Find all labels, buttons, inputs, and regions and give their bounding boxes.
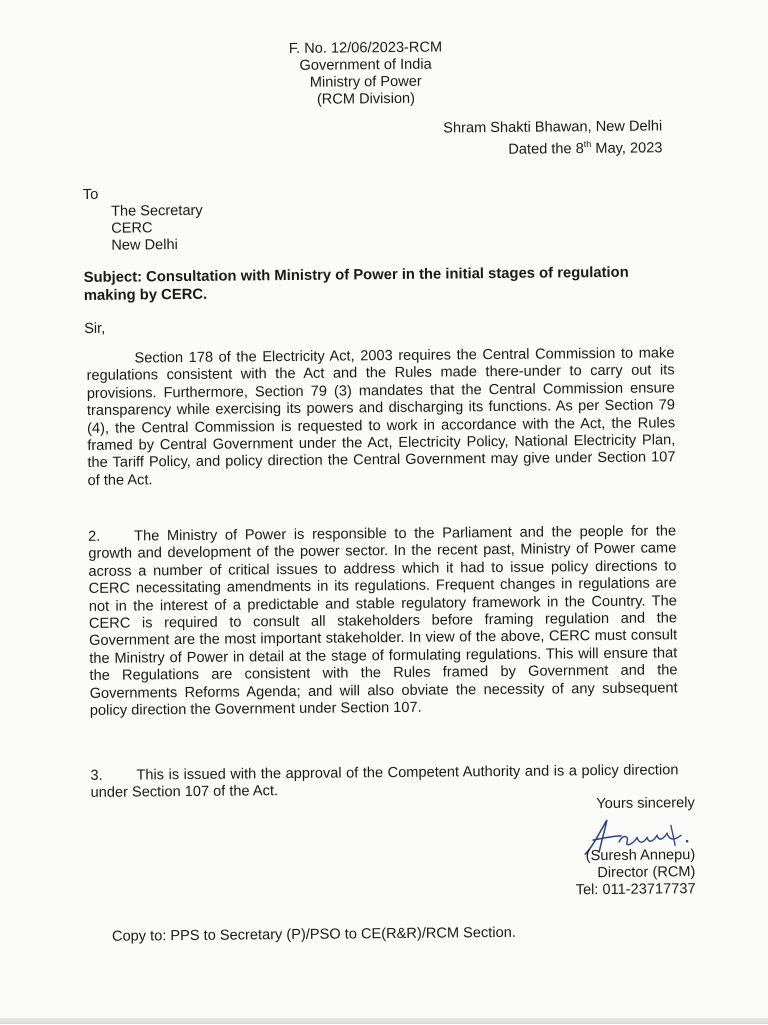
place-line: Shram Shakti Bhawan, New Delhi — [443, 118, 663, 137]
page-bottom-edge — [0, 1018, 768, 1024]
addressee-city: New Delhi — [111, 237, 178, 254]
subject-line: Subject: Consultation with Ministry of Power in the initial stages of regulation making by CERC. — [83, 264, 629, 304]
paragraph-1 — [86, 345, 675, 490]
copy-to-line: Copy to: PPS to Secretary (P)/PSO to CE(R&R)/RCM Section. — [111, 924, 516, 945]
date-suffix: May, 2023 — [591, 140, 663, 157]
paragraph-2 — [88, 523, 678, 720]
date-superscript: th — [583, 139, 592, 150]
signatory-designation: Director (RCM) — [597, 864, 696, 882]
government-line: Government of India — [299, 56, 432, 74]
letter-sheet — [35, 15, 753, 1025]
date-prefix: Dated the 8 — [508, 141, 584, 158]
ministry-line: Ministry of Power — [309, 73, 422, 91]
paragraph-3-text: This is issued with the approval of the Competent Authority and is a policy direction under Section 107 of the Act. — [90, 762, 679, 802]
salutation: Sir, — [84, 320, 106, 337]
paragraph-1-text: Section 178 of the Electricity Act, 2003 requires the Central Commission to make regulations consistent with the Act and the Rules made there-under to carry out its provisions. Furthermore, Section 79 (3) mandates that the Central Commission ensure transparency while exercising its powers and discharging its functions. As per Section 79 (4), the Central Commission is requested to work in accordance with the Act, the Rules framed by Central Government under the Act, Electricity Policy, National Electricity Plan, the Tariff Policy, and policy direction the Central Government may give under Section 107 of the Act. — [86, 345, 676, 489]
signatory-name: (Suresh Annepu) — [585, 847, 696, 865]
to-label: To — [82, 186, 99, 203]
addressee-title: The Secretary — [110, 202, 203, 220]
signatory-telephone: Tel: 011-23717737 — [575, 881, 696, 899]
valediction: Yours sincerely — [596, 795, 695, 813]
paragraph-2-number: 2. — [88, 528, 101, 545]
paragraph-3 — [90, 762, 678, 802]
addressee-org: CERC — [111, 220, 153, 237]
division-line: (RCM Division) — [316, 90, 416, 108]
date-line — [508, 135, 662, 158]
paragraph-3-number: 3. — [90, 767, 103, 784]
paragraph-2-text: The Ministry of Power is responsible to the Parliament and the people for the growth and development of the power sector. In the recent past, Ministry of Power came across a number of critical issues to address which it had to issue policy directions to CERC necessitating amendments in its regulations. Frequent changes in regulations are not in the interest of a predictable and stable regulatory framework in the Country. The CERC is required to consult all stakeholders before framing regulation and the Government are the most important stakeholder. In view of the above, CERC must consult the Ministry of Power in detail at the stage of formulating regulations. This will ensure that the Regulations are consistent with the Rules framed by Government and the Governments Reforms Agenda; and will also obviate the necessity of any subsequent policy direction the Government under Section 107. — [88, 523, 678, 719]
file-number: F. No. 12/06/2023-RCM — [288, 39, 443, 57]
